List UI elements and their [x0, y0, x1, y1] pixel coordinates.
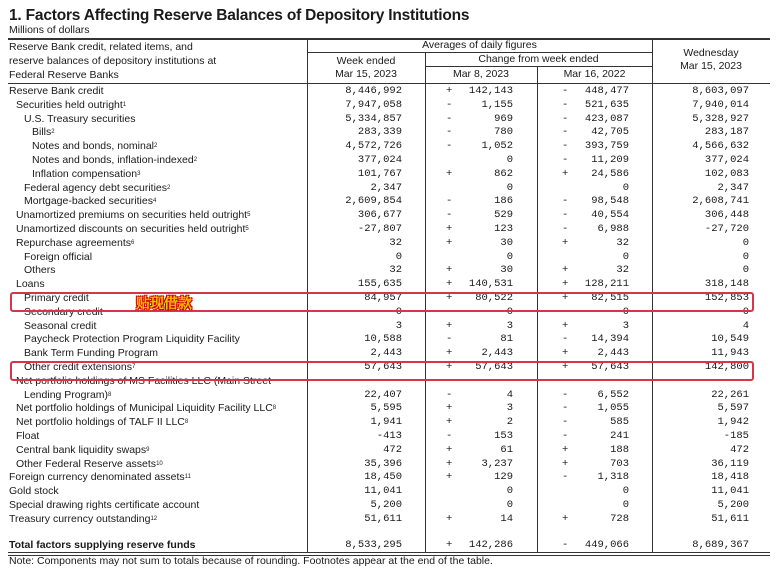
highlight-box-primary-credit — [10, 292, 754, 312]
cell-week-avg: -27,807 — [357, 223, 402, 235]
cell-wednesday: 5,200 — [717, 499, 749, 511]
cell-change-mar8: 4 — [506, 388, 513, 401]
cell-sign-mar8: + — [446, 85, 453, 97]
cell-sign-mar16: - — [562, 209, 569, 222]
cell-wednesday: 306,448 — [704, 209, 749, 222]
cell-change-mar16: 1,318 — [597, 471, 629, 484]
cell-change-mar16: 703 — [610, 457, 629, 470]
cell-wednesday: 283,187 — [704, 126, 749, 139]
cell-week-avg: 101,767 — [357, 167, 402, 180]
row-label: U.S. Treasury securities — [24, 112, 136, 125]
cell-change-mar16: 42,705 — [591, 126, 629, 139]
cell-week-avg: 51,611 — [364, 512, 402, 525]
cell-change-mar8: 0 — [506, 305, 513, 318]
footnote-marker: 9 — [146, 446, 150, 453]
cell-change-mar8: 61 — [500, 443, 513, 456]
cell-sign-mar8: - — [446, 126, 453, 139]
cell-change-mar16: 32 — [616, 236, 629, 249]
row-label: Inflation compensation$^3$ — [32, 167, 141, 180]
cell-change-mar8: 1,155 — [481, 98, 513, 111]
cell-sign-mar16: - — [562, 154, 569, 166]
row-label: Seasonal credit — [24, 319, 97, 332]
footnote-marker: 2 — [51, 129, 55, 136]
cell-week-avg: 4,572,726 — [345, 140, 402, 153]
row-label: Loans — [16, 278, 45, 291]
cell-change-mar16: 0 — [622, 181, 629, 194]
cell-change-mar16: 0 — [622, 485, 629, 498]
row-label: Foreign official — [24, 250, 93, 263]
cell-wednesday: 4 — [742, 319, 749, 332]
cell-wednesday: 142,800 — [704, 361, 749, 373]
units-label: Millions of dollars — [9, 24, 90, 36]
cell-sign-mar8: - — [446, 333, 453, 346]
cell-change-mar8: 123 — [494, 223, 513, 235]
cell-wednesday: 0 — [742, 250, 749, 263]
cell-week-avg: 0 — [395, 250, 402, 263]
cell-week-avg: 22,407 — [364, 388, 402, 401]
cell-sign-mar16: + — [562, 319, 569, 332]
row-label: Securities held outright$^1$ — [16, 98, 127, 111]
cell-wednesday: 11,041 — [711, 485, 749, 498]
cell-change-mar8: 30 — [500, 264, 513, 277]
cell-change-mar16: 728 — [610, 512, 629, 525]
cell-change-mar8: 80,522 — [475, 292, 513, 304]
wednesday-header: Wednesday — [683, 47, 739, 59]
cell-change-mar16: 393,759 — [584, 140, 629, 153]
cell-change-mar8: 862 — [494, 167, 513, 180]
cell-sign-mar8: + — [446, 223, 453, 235]
total-label: Total factors supplying reserve funds — [9, 539, 196, 551]
cell-week-avg: 155,635 — [357, 278, 402, 291]
cell-sign-mar8: + — [446, 278, 453, 291]
cell-sign-mar8: - — [446, 112, 453, 125]
row-label: Central bank liquidity swaps$^9$ — [16, 443, 150, 456]
cell-sign-mar16: - — [562, 112, 569, 125]
cell-sign-mar8: + — [446, 292, 453, 304]
bottom-rule — [8, 552, 770, 553]
cell-change-mar16: 57,643 — [591, 361, 629, 373]
cell-change-mar8: 0 — [506, 485, 513, 498]
row-label: Bank Term Funding Program — [24, 347, 159, 360]
cell-wednesday: 51,611 — [711, 512, 749, 525]
cell-sign-mar16: + — [562, 278, 569, 291]
cell-change-mar8: 529 — [494, 209, 513, 222]
cell-sign-mar8: - — [446, 209, 453, 222]
cell-change-mar8: 780 — [494, 126, 513, 139]
cell-change-mar16: 1,055 — [597, 402, 629, 415]
cell-week-avg: 0 — [395, 305, 402, 318]
cell-change-mar16: 241 — [610, 430, 629, 442]
cell-week-avg: 3 — [395, 319, 402, 332]
cell-sign-mar16: - — [562, 98, 569, 111]
cell-week-avg: 10,588 — [364, 333, 402, 346]
cell-wednesday: 472 — [730, 443, 749, 456]
footnote-marker: 10 — [156, 460, 163, 467]
cell-change-mar16: 6,552 — [597, 388, 629, 401]
cell-wednesday: 10,549 — [711, 333, 749, 346]
mar16-header: Mar 16, 2022 — [563, 68, 626, 80]
cell-week-avg: 32 — [389, 264, 402, 277]
cell-week-avg: 5,200 — [370, 499, 402, 511]
wednesday-date: Mar 15, 2023 — [680, 60, 742, 72]
cell-change-mar16: 0 — [622, 250, 629, 263]
footnote-marker: 8 — [272, 405, 277, 412]
cell-week-avg: 57,643 — [364, 361, 402, 373]
row-label: Float — [16, 430, 40, 442]
row-label: Net portfolio holdings of MS Facilities LLC (Main Street — [16, 374, 272, 387]
cell-change-mar16: 128,211 — [584, 278, 629, 291]
cell-wednesday: 5,328,927 — [692, 112, 749, 125]
cell-wednesday: 0 — [742, 236, 749, 249]
cell-sign-mar8: + — [446, 319, 453, 332]
cell-wednesday: -185 — [723, 430, 749, 442]
cell-change-mar16: 2,443 — [597, 347, 629, 360]
annotation-label: 贴现借款 — [136, 295, 192, 311]
cell-sign-mar16: - — [562, 85, 569, 97]
cell-change-mar8: 14 — [500, 512, 513, 525]
cell-change-mar16: 82,515 — [591, 292, 629, 304]
cell-sign-mar8: + — [446, 512, 453, 525]
cell-sign-mar16: - — [562, 416, 569, 429]
cell-wednesday: 11,943 — [711, 347, 749, 360]
cell-wednesday: 377,024 — [704, 154, 749, 166]
cell-change-mar16: 0 — [622, 305, 629, 318]
cell-week-avg: 306,677 — [357, 209, 402, 222]
cell-change-mar16: 0 — [622, 499, 629, 511]
row-label: Others — [24, 264, 56, 277]
cell-wednesday: 318,148 — [704, 278, 749, 291]
cell-sign-mar8: + — [446, 361, 453, 373]
cell-wednesday: -27,720 — [704, 223, 749, 235]
cell-change-mar16: 423,087 — [584, 112, 629, 125]
cell-week-avg: 1,941 — [370, 416, 402, 429]
cell-wednesday: 7,940,014 — [692, 98, 749, 111]
cell-sign-mar16: + — [562, 264, 569, 277]
cell-sign-mar8: + — [446, 167, 453, 180]
footnote-marker: 4 — [152, 198, 157, 205]
cell-week-avg: 8,446,992 — [345, 85, 402, 97]
cell-wednesday: 2,347 — [717, 181, 749, 194]
cell-sign-mar16: - — [562, 195, 569, 208]
row-label: Primary credit — [24, 292, 89, 304]
row-label: Net portfolio holdings of Municipal Liquidity Facility LLC$^8$ — [16, 402, 277, 415]
week-ended-date: Mar 15, 2023 — [335, 68, 397, 80]
row-label: Paycheck Protection Program Liquidity Facility — [24, 333, 240, 346]
cell-change-mar8: 57,643 — [475, 361, 513, 373]
footnote-marker: 5 — [245, 226, 249, 232]
cell-sign-mar16: - — [562, 471, 569, 484]
cell-wednesday: 18,418 — [711, 471, 749, 484]
total-change-mar8: 142,286 — [468, 539, 513, 551]
cell-week-avg: 7,947,058 — [345, 98, 402, 111]
cell-change-mar8: 969 — [494, 112, 513, 125]
cell-change-mar8: 0 — [506, 181, 513, 194]
cell-change-mar16: 521,635 — [584, 98, 629, 111]
cell-change-mar8: 129 — [494, 471, 513, 484]
cell-wednesday: 0 — [742, 305, 749, 318]
cell-change-mar16: 14,394 — [591, 333, 629, 346]
row-label: Gold stock — [9, 485, 59, 498]
cell-sign-mar8: + — [446, 457, 453, 470]
cell-change-mar8: 2 — [506, 416, 513, 429]
footnote-marker: 3 — [137, 170, 141, 177]
footnote-marker: 8 — [184, 419, 189, 426]
row-label: Reserve Bank credit — [9, 85, 104, 97]
cell-sign-mar8: - — [446, 430, 453, 442]
row-label: Other Federal Reserve assets$^{10}$ — [16, 457, 163, 470]
cell-change-mar16: 585 — [610, 416, 629, 429]
cell-sign-mar16: + — [562, 361, 569, 373]
row-label: Other credit extensions$^7$ — [24, 361, 136, 373]
row-label: Unamortized premiums on securities held outright$^5$ — [16, 209, 251, 222]
total-week-avg: 8,533,295 — [345, 539, 402, 551]
footnote-marker: 2 — [154, 143, 158, 150]
footnote-marker: 2 — [193, 157, 198, 163]
cell-change-mar16: 11,209 — [591, 154, 629, 166]
week-ended-header: Week ended — [336, 55, 396, 67]
averages-header: Averages of daily figures — [422, 39, 537, 51]
cell-change-mar8: 30 — [500, 236, 513, 249]
cell-change-mar8: 1,052 — [481, 140, 513, 153]
cell-change-mar8: 153 — [494, 430, 513, 442]
change-from-header: Change from week ended — [478, 53, 599, 65]
cell-sign-mar16: + — [562, 443, 569, 456]
cell-change-mar8: 81 — [500, 333, 513, 346]
row-label: Special drawing rights certificate account — [9, 499, 200, 511]
change-rule — [425, 66, 652, 67]
cell-sign-mar16: + — [562, 457, 569, 470]
cell-sign-mar16: - — [562, 223, 569, 235]
cell-week-avg: 32 — [389, 236, 402, 249]
footnote-marker: 2 — [167, 184, 171, 191]
cell-week-avg: 84,957 — [364, 292, 402, 304]
cell-week-avg: 2,443 — [370, 347, 402, 360]
row-label: Notes and bonds, nominal$^2$ — [32, 140, 158, 153]
stub-header-line: Reserve Bank credit, related items, and — [9, 41, 193, 53]
cell-week-avg: 5,595 — [370, 402, 402, 415]
cell-sign-mar8: + — [446, 471, 453, 484]
cell-sign-mar16: - — [562, 333, 569, 346]
table-title: 1. Factors Affecting Reserve Balances of Depository Institutions — [9, 7, 470, 24]
cell-change-mar16: 188 — [610, 443, 629, 456]
table-note: Note: Components may not sum to totals because of rounding. Footnotes appear at the end of the table. — [9, 555, 493, 567]
cell-sign-mar8: - — [446, 140, 453, 153]
footnote-marker: 12 — [150, 515, 158, 522]
cell-sign-mar8: + — [446, 416, 453, 429]
row-label: Net portfolio holdings of TALF II LLC$^8$ — [16, 416, 189, 429]
cell-change-mar8: 3 — [506, 402, 513, 415]
cell-change-mar8: 0 — [506, 154, 513, 166]
total-sign-mar16: - — [562, 539, 569, 551]
footnote-marker: 7 — [131, 364, 136, 370]
cell-sign-mar16: - — [562, 402, 569, 415]
cell-change-mar8: 140,531 — [468, 278, 513, 291]
cell-sign-mar8: + — [446, 264, 453, 277]
cell-change-mar16: 6,988 — [597, 223, 629, 235]
cell-sign-mar16: - — [562, 388, 569, 401]
cell-week-avg: 377,024 — [357, 154, 402, 166]
cell-change-mar16: 98,548 — [591, 195, 629, 208]
cell-change-mar8: 2,443 — [481, 347, 513, 360]
cell-change-mar16: 40,554 — [591, 209, 629, 222]
footnote-marker: 5 — [247, 212, 251, 219]
cell-sign-mar16: + — [562, 167, 569, 180]
cell-sign-mar16: + — [562, 236, 569, 249]
total-change-mar16: 449,066 — [584, 539, 629, 551]
cell-sign-mar16: - — [562, 126, 569, 139]
row-label: Unamortized discounts on securities held outright$^5$ — [16, 223, 249, 235]
cell-change-mar16: 3 — [622, 319, 629, 332]
cell-week-avg: 283,339 — [357, 126, 402, 139]
cell-wednesday: 102,083 — [704, 167, 749, 180]
cell-change-mar16: 24,586 — [591, 167, 629, 180]
cell-wednesday: 152,853 — [704, 292, 749, 304]
cell-sign-mar16: + — [562, 512, 569, 525]
cell-sign-mar8: + — [446, 402, 453, 415]
cell-week-avg: 5,334,857 — [345, 112, 402, 125]
cell-week-avg: 2,347 — [370, 181, 402, 194]
cell-change-mar16: 32 — [616, 264, 629, 277]
cell-change-mar8: 142,143 — [468, 85, 513, 97]
row-label: Federal agency debt securities$^2$ — [24, 181, 171, 194]
row-label: Secondary credit — [24, 305, 103, 318]
cell-week-avg: -413 — [376, 430, 402, 442]
stub-header-line: reserve balances of depository institutions at — [9, 55, 217, 67]
footnote-marker: 8 — [108, 391, 112, 398]
row-label: Mortgage-backed securities$^4$ — [24, 195, 157, 208]
cell-wednesday: 22,261 — [711, 388, 749, 401]
total-wednesday: 8,689,367 — [692, 539, 749, 551]
cell-week-avg: 11,041 — [364, 485, 402, 498]
row-label: Treasury currency outstanding$^{12}$ — [9, 512, 158, 525]
footnote-marker: 6 — [130, 239, 135, 246]
cell-sign-mar8: + — [446, 347, 453, 360]
cell-wednesday: 0 — [742, 264, 749, 277]
cell-sign-mar8: - — [446, 98, 453, 111]
cell-change-mar16: 448,477 — [584, 85, 629, 97]
header-rule — [8, 83, 770, 84]
cell-wednesday: 5,597 — [717, 402, 749, 415]
cell-change-mar8: 186 — [494, 195, 513, 208]
cell-sign-mar8: + — [446, 443, 453, 456]
cell-change-mar8: 3,237 — [481, 457, 513, 470]
total-sign-mar8: + — [446, 539, 453, 551]
cell-sign-mar8: - — [446, 195, 453, 208]
footnote-marker: 1 — [122, 101, 127, 108]
cell-wednesday: 8,603,097 — [692, 85, 749, 97]
cell-wednesday: 1,942 — [717, 416, 749, 429]
cell-sign-mar8: - — [446, 388, 453, 401]
cell-week-avg: 35,396 — [364, 457, 402, 470]
stub-header-line: Federal Reserve Banks — [9, 69, 119, 81]
row-label: Repurchase agreements$^6$ — [16, 236, 135, 249]
row-label: Lending Program)$^8$ — [24, 388, 112, 401]
cell-week-avg: 472 — [383, 443, 402, 456]
cell-week-avg: 18,450 — [364, 471, 402, 484]
mar8-header: Mar 8, 2023 — [452, 68, 510, 80]
cell-sign-mar8: + — [446, 236, 453, 249]
cell-change-mar8: 0 — [506, 499, 513, 511]
cell-sign-mar16: + — [562, 292, 569, 304]
highlight-box-other-credit — [10, 361, 754, 381]
cell-wednesday: 2,608,741 — [692, 195, 749, 208]
cell-change-mar8: 3 — [506, 319, 513, 332]
cell-wednesday: 36,119 — [711, 457, 749, 470]
row-label: Foreign currency denominated assets$^{11}$ — [9, 471, 191, 484]
cell-change-mar8: 0 — [506, 250, 513, 263]
cell-sign-mar16: - — [562, 430, 569, 442]
row-label: Notes and bonds, inflation-indexed$^2$ — [32, 154, 198, 166]
cell-wednesday: 4,566,632 — [692, 140, 749, 153]
cell-sign-mar16: + — [562, 347, 569, 360]
footnote-marker: 11 — [184, 474, 191, 481]
cell-sign-mar16: - — [562, 140, 569, 153]
cell-week-avg: 2,609,854 — [345, 195, 402, 208]
row-label: Bills$^2$ — [32, 126, 55, 139]
